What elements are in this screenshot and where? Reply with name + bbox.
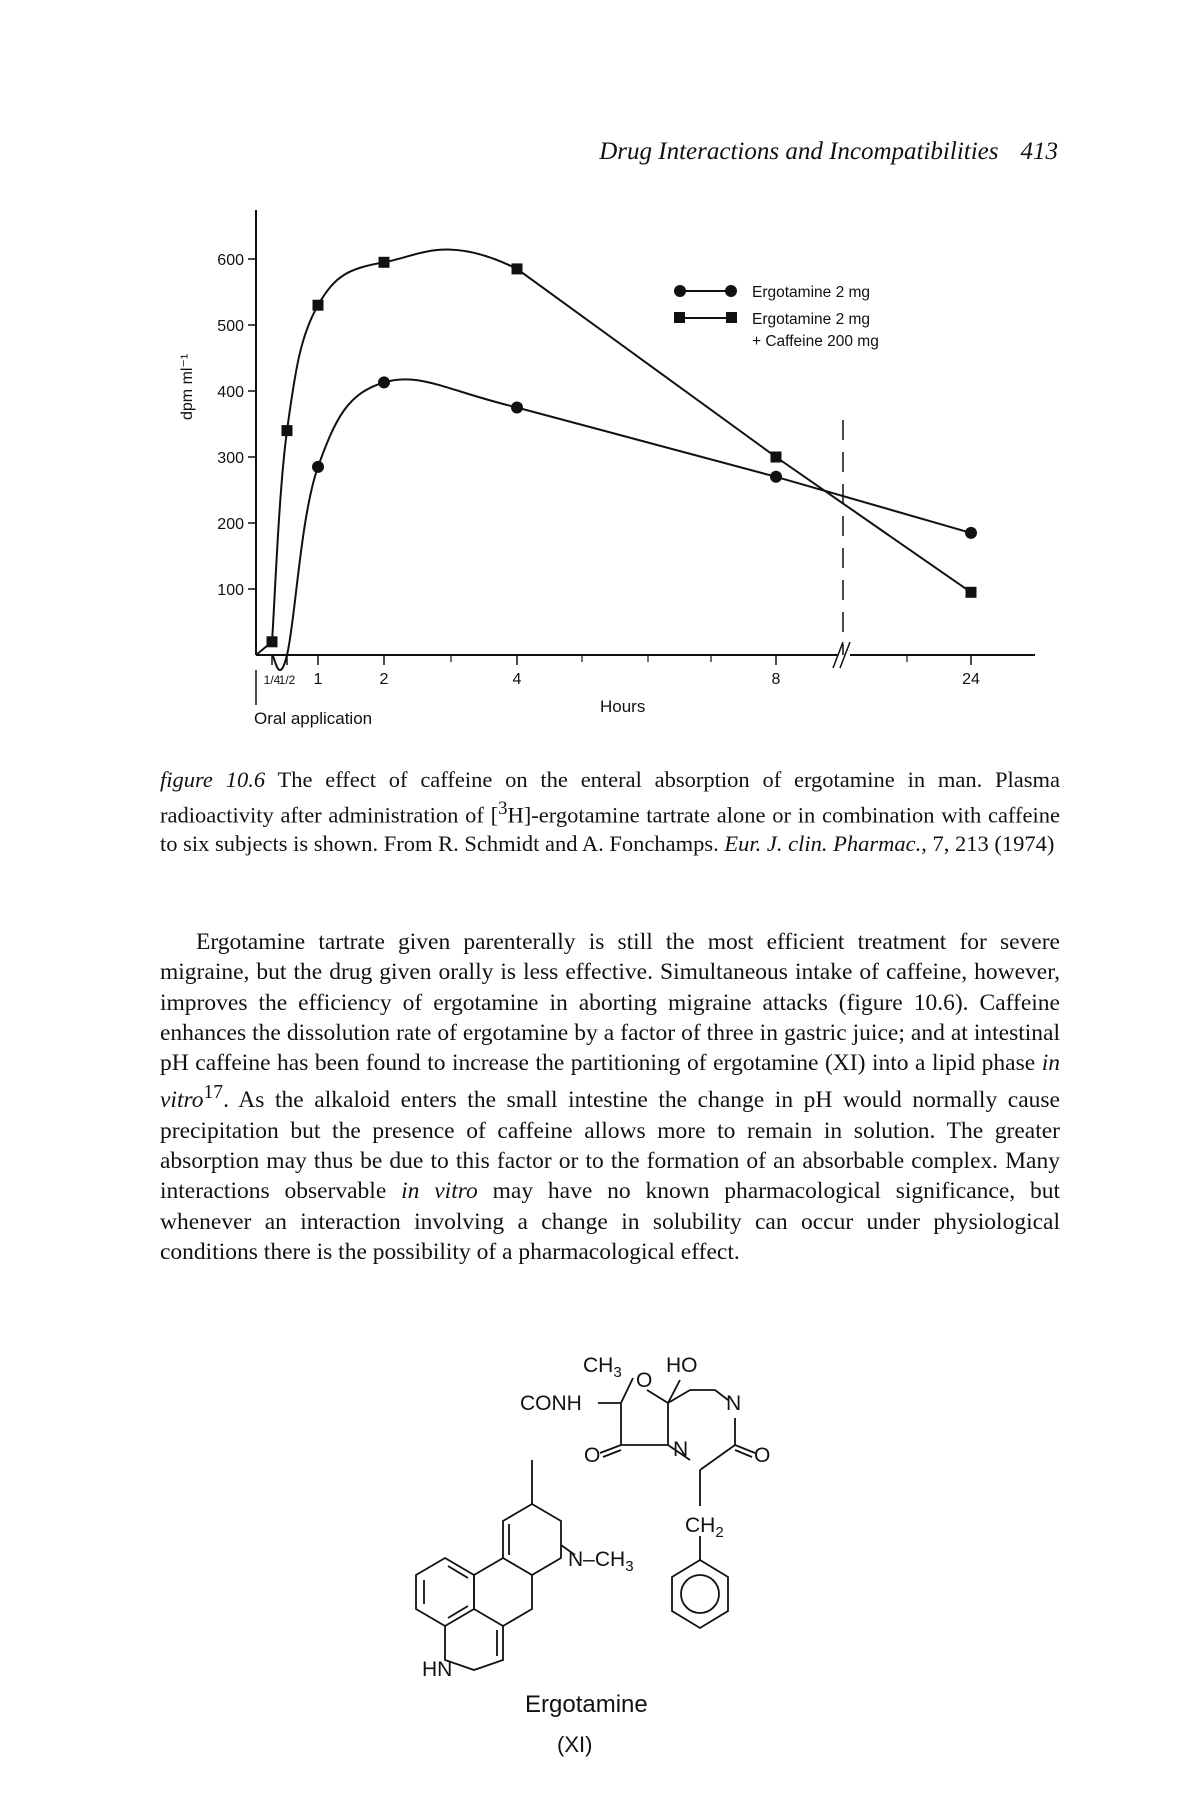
- running-header-title: Drug Interactions and Incompatibilities: [599, 138, 999, 165]
- label-conh: CONH: [520, 1392, 582, 1415]
- body-text-part-2: . As the alkaloid enters the small intestine the change in pH would normally cause precipitation but the presence of caffeine allows more to remain in solution. The greater absorption may thus be due to this factor or to the formation of an absorbable complex. Many interactions observable: [160, 1087, 1060, 1205]
- body-text-part-3: may have no known pharmacological significance, but whenever an interaction involving a change in solubility can occur under physiological conditions there is the possibility of a pharmacological effect.: [160, 1178, 1061, 1265]
- y-axis-label: dpm ml⁻¹: [179, 353, 196, 420]
- label-n-right: N: [726, 1392, 742, 1415]
- label-n-mid: N: [673, 1438, 689, 1461]
- legend-label-ergotamine-caffeine: Ergotamine 2 mg: [752, 311, 871, 328]
- data-point-circle: [965, 527, 977, 539]
- legend-marker-square: [674, 312, 685, 323]
- label-ho: HO: [666, 1354, 698, 1377]
- y-tick-label: 100: [217, 582, 244, 599]
- x-tick-label: 1/4: [263, 673, 281, 687]
- data-point-square: [966, 587, 977, 598]
- legend-marker-circle: [725, 285, 737, 297]
- figure-caption: [160, 766, 1060, 858]
- page-number: 413: [1020, 138, 1058, 165]
- caption-text-1: The effect of caffeine on the enteral absorption of ergotamine in man. Plasma radioactivity after administration of [: [160, 767, 1060, 827]
- legend-marker-circle: [674, 285, 686, 297]
- in-vitro-italic: in vitro: [401, 1178, 478, 1205]
- y-tick-label: 400: [217, 384, 244, 401]
- label-o-right: O: [754, 1444, 771, 1467]
- y-tick-label: 500: [217, 318, 244, 335]
- caption-text-2: H]-ergotamine tartrate alone or in combination with caffeine to six subjects is shown. From R. Schmidt and A. Fonchamps.: [160, 802, 1060, 856]
- body-text-part-1: Ergotamine tartrate given parenterally is still the most efficient treatment for severe migraine, but the drug given orally is less effective. Simultaneous intake of caffeine, however, improves the efficiency of ergotamine in aborting migraine attacks (figure 10.6). Caffeine enhances the dissolution rate of ergotamine by a factor of three in gastric juice; and at intestinal pH caffeine has been found to increase the partitioning of ergotamine (XI) into a lipid phase: [160, 929, 1060, 1077]
- figure-label: figure 10.6: [160, 767, 266, 792]
- data-point-circle: [378, 376, 390, 388]
- structure-labels: [422, 1354, 770, 1681]
- structure-number: (XI): [557, 1732, 593, 1757]
- legend-label-caffeine-line2: + Caffeine 200 mg: [752, 333, 879, 350]
- x-tick-label: 1/2: [278, 673, 296, 687]
- reference-superscript: 17: [203, 1082, 224, 1104]
- y-tick-label: 300: [217, 450, 244, 467]
- body-paragraph: [160, 927, 1060, 1267]
- body-text: [160, 927, 1060, 1267]
- legend-marker-square: [726, 312, 737, 323]
- x-tick-label: 8: [771, 671, 781, 688]
- label-ch2: $CH_2$: [685, 1514, 724, 1541]
- x-tick-label: 24: [962, 671, 980, 688]
- chart-axes: [256, 210, 1035, 668]
- data-point-circle: [312, 461, 324, 473]
- legend: [674, 284, 879, 350]
- x-tick-label: 2: [379, 671, 389, 688]
- structure-name: Ergotamine: [525, 1691, 648, 1718]
- data-point-circle: [770, 471, 782, 483]
- legend-label-ergotamine: Ergotamine 2 mg: [752, 284, 871, 301]
- oral-application-label: Oral application: [254, 709, 373, 728]
- label-n-ch3: $N-CH_3$: [568, 1548, 634, 1575]
- series-line-ergotamine: [256, 379, 971, 670]
- caption-journal: Eur. J. clin. Pharmac.: [724, 830, 922, 856]
- x-tick-label: 4: [512, 671, 522, 688]
- data-point-square: [282, 425, 293, 436]
- data-point-square: [313, 300, 324, 311]
- caption-text-3: , 7, 213 (1974): [921, 830, 1055, 856]
- data-point-square: [771, 452, 782, 463]
- in-vitro-italic: in vitro: [160, 1050, 1060, 1114]
- figure-chart: [0, 0, 1200, 760]
- x-tick-label: 1: [313, 671, 323, 688]
- x-axis-label: Hours: [600, 697, 646, 716]
- data-point-square: [267, 636, 278, 647]
- structure-bonds: [416, 1378, 755, 1670]
- y-tick-label: 200: [217, 516, 244, 533]
- data-point-square: [379, 257, 390, 268]
- label-ch3-top: $CH_3$: [583, 1354, 622, 1381]
- y-tick-label: 600: [217, 252, 244, 269]
- caption-superscript: 3: [498, 797, 508, 819]
- data-point-square: [512, 263, 523, 274]
- label-hn: HN: [422, 1658, 453, 1681]
- data-point-circle: [511, 402, 523, 414]
- label-o-ring: O: [636, 1369, 653, 1392]
- label-o-left: O: [584, 1444, 601, 1467]
